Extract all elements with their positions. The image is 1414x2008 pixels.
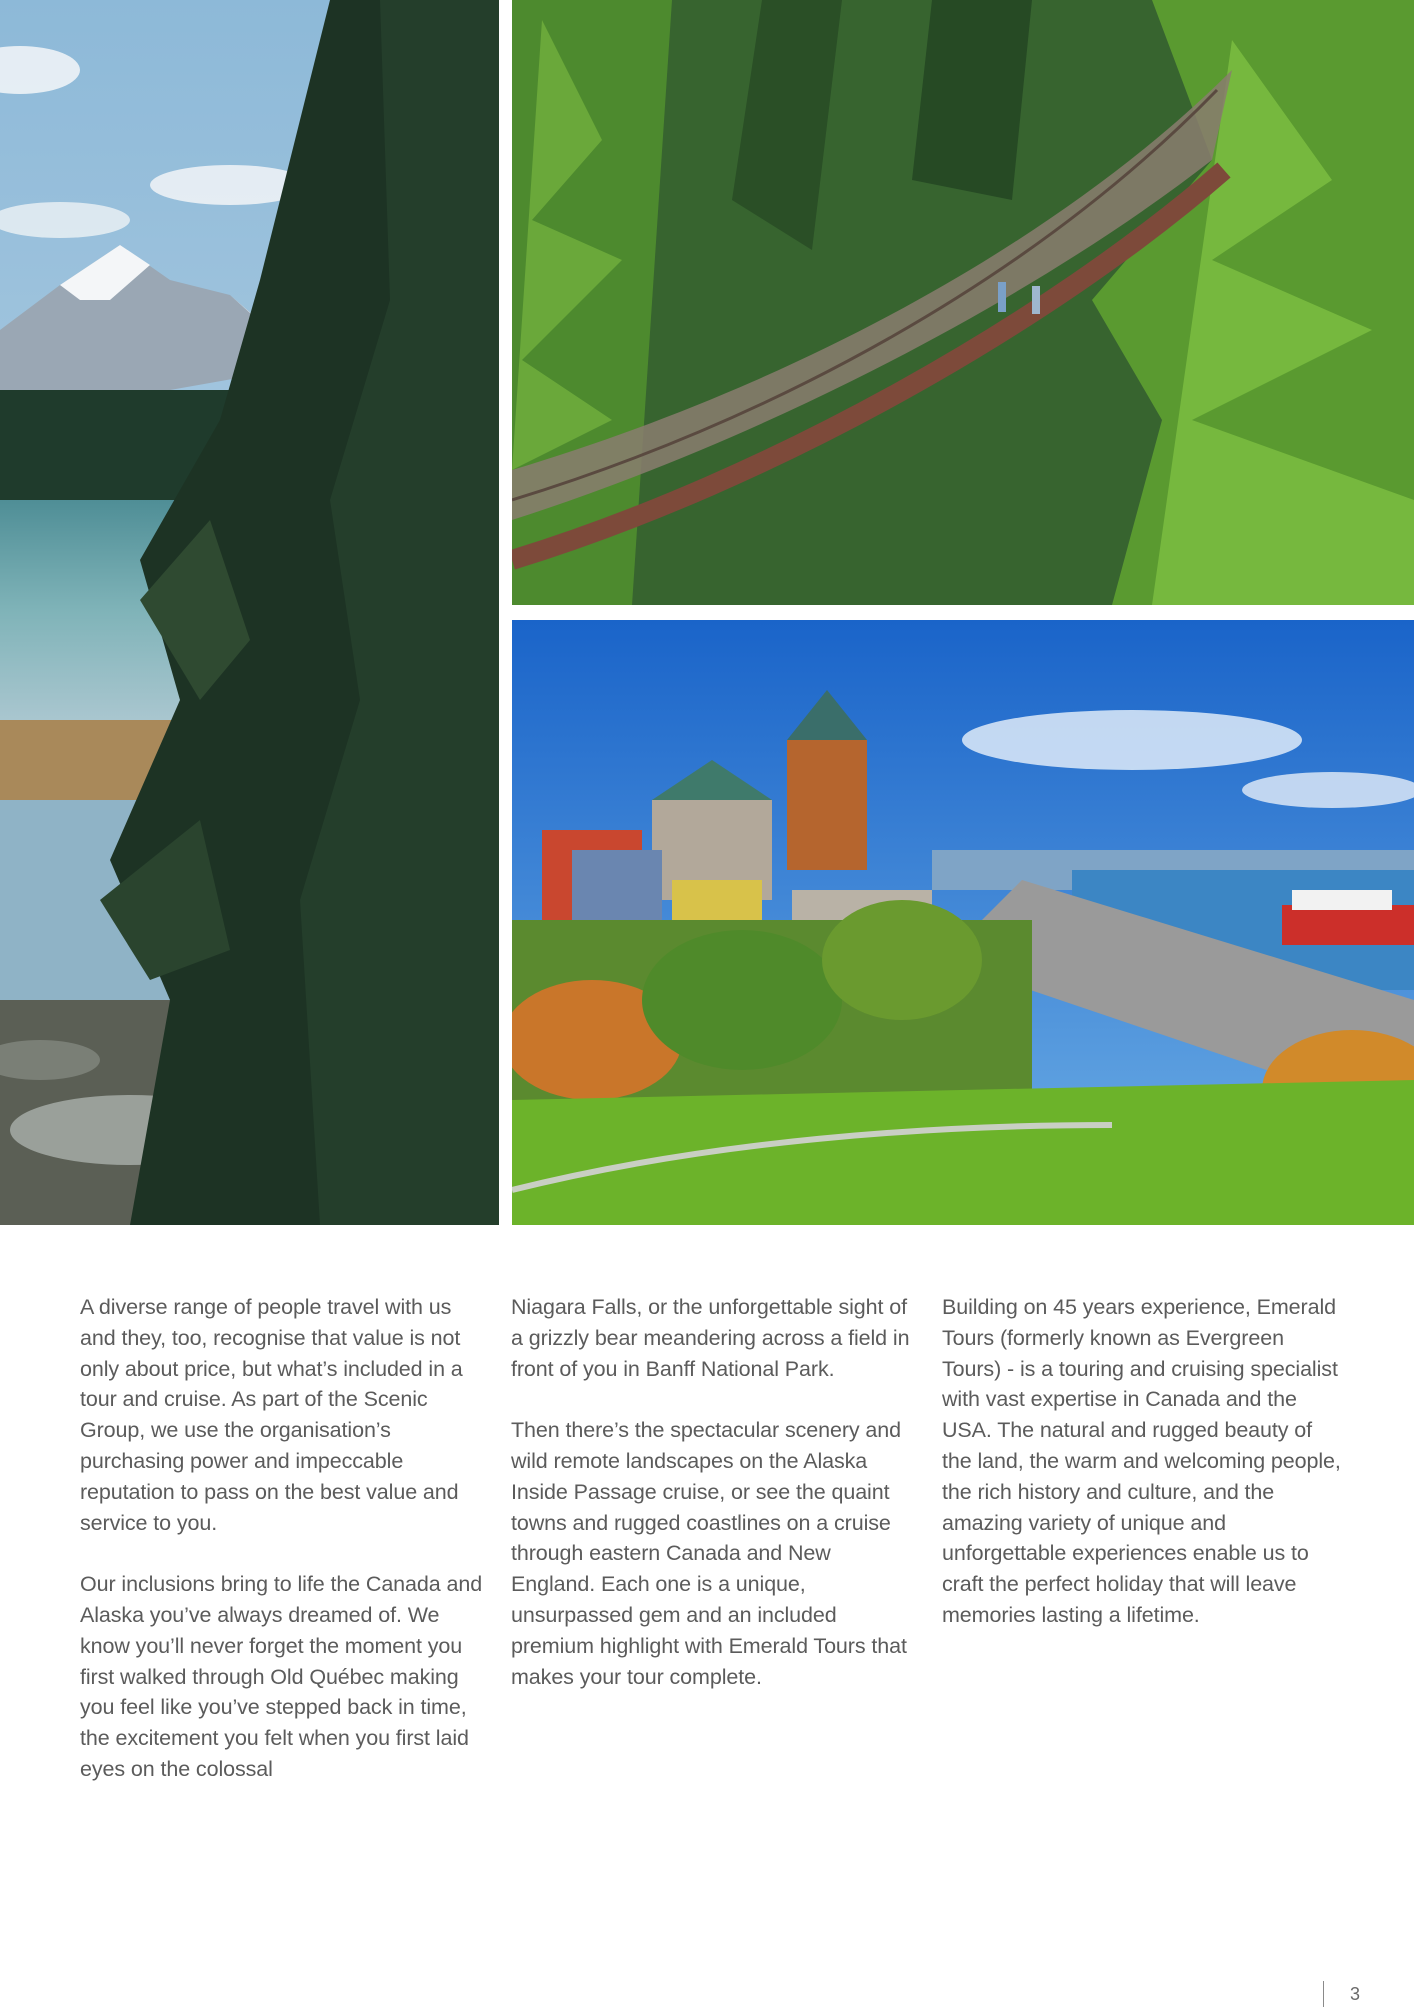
paragraph: Our inclusions bring to life the Canada and Alaska you’ve always dreamed of. We know you’ll never forget the moment you first walked through Old Québec making you feel like you’ve stepped back in time, the excitement you felt when you first laid eyes on the colossal (80, 1572, 483, 1781)
old-quebec-photo (512, 620, 1414, 1225)
page-number: 3 (1349, 1983, 1360, 2004)
footer-divider (1323, 1981, 1324, 2007)
paragraph: A diverse range of people travel with us and they, too, recognise that value is not only about price, but what’s included in a tour and cruise. As part of the Scenic Group, we use the organisation’s purchasing power and impeccable reputation to pass on the best value and service to you. (80, 1295, 463, 1535)
text-column-2 (511, 1292, 916, 1723)
page-footer (1323, 1980, 1360, 2008)
suspension-bridge-photo (512, 0, 1414, 605)
lake-mountain-photo (0, 0, 499, 1225)
text-column-1 (80, 1292, 485, 1816)
paragraph: Niagara Falls, or the unforgettable sight of a grizzly bear meandering across a field in front of you in Banff National Park. (511, 1295, 910, 1381)
paragraph: Then there’s the spectacular scenery and wild remote landscapes on the Alaska Inside Passage cruise, or see the quaint towns and rugged coastlines on a cruise through eastern Canada and New England. Each one is a unique, unsurpassed gem and an included premium highlight with Emerald Tours that makes your tour complete. (511, 1418, 907, 1689)
paragraph: Building on 45 years experience, Emerald Tours (formerly known as Evergreen Tours) - is a touring and cruising specialist with vast expertise in Canada and the USA. The natural and rugged beauty of the land, the warm and welcoming people, the rich history and culture, and the amazing variety of unique and unforgettable experiences enable us to craft the perfect holiday that will leave memories lasting a lifetime. (942, 1295, 1341, 1627)
text-column-3 (942, 1292, 1347, 1662)
